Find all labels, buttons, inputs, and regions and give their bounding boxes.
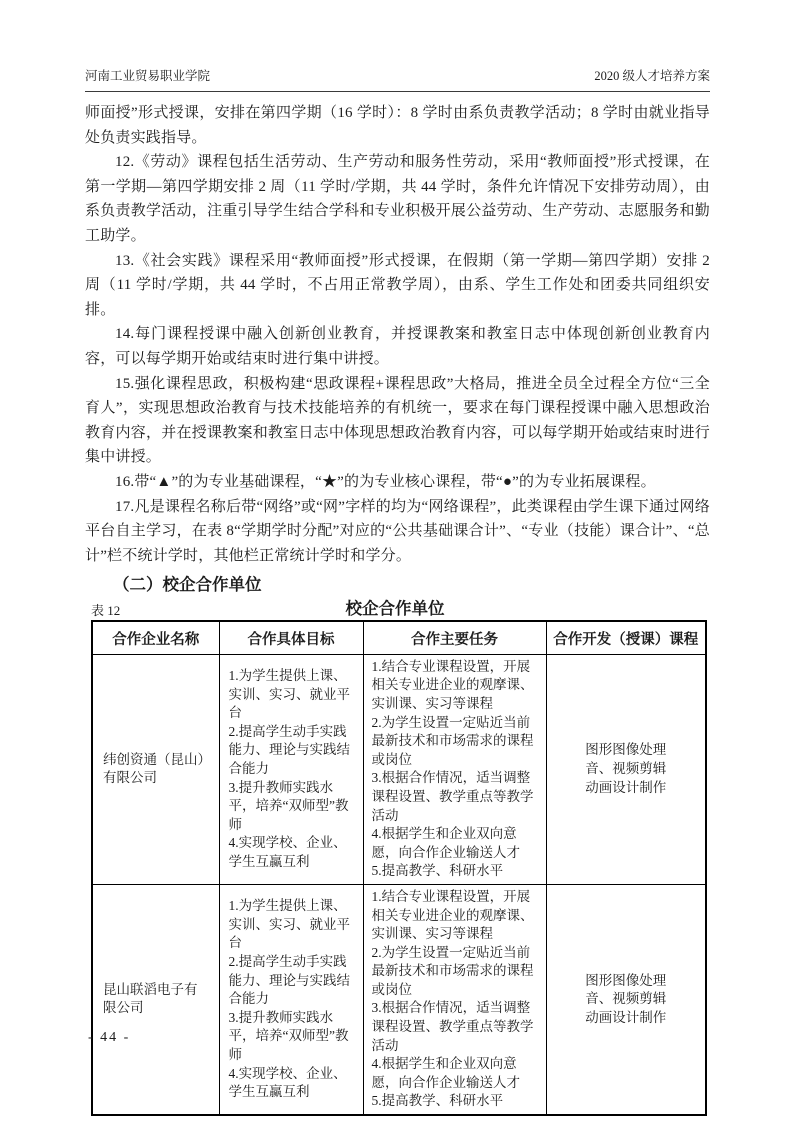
task-item: 5.提高教学、科研水平 <box>371 1093 504 1109</box>
paragraph-item-17: 17.凡是课程名称后带“网络”或“网”字样的均为“网络课程”，此类课程由学生课下通过网络平台自主学习，在表 8“学期学时分配”对应的“公共基础课合计”、“专业（技能）课合计”、“总计”栏不统计学时，其他栏正常统计学时和学分。 <box>85 498 710 564</box>
column-header-company: 合作企业名称 <box>92 621 219 654</box>
paragraph-item-12: 12.《劳动》课程包括生活劳动、生产劳动和服务性劳动，采用“教师面授”形式授课，在第一学期—第四学期安排 2 周（11 学时/学期，共 44 学时，条件允许情况下安排劳动周），由系负责教学活动，注重引导学生结合学科和专业积极开展公益劳动、生产劳动、志愿服务和勤工助学。 <box>85 154 710 244</box>
task-item: 4.根据学生和企业双向意愿，向合作企业输送人才 <box>371 1056 520 1090</box>
goal-item: 2.提高学生动手实践能力、理论与实践结合能力 <box>228 723 350 777</box>
goal-item: 3.提升教师实践水平，培养“双师型”教师 <box>228 1009 349 1062</box>
paragraph-item-15: 15.强化课程思政，积极构建“思政课程+课程思政”大格局，推进全员全过程全方位“三全育人”，实现思想政治教育与技术技能培养的有机统一，要求在每门课程授课中融入思想政治教育内容，并在授课教案和教室日志中体现思想政治教育内容，可以每学期开始或结束时进行集中讲授。 <box>85 375 710 466</box>
task-item: 5.提高教学、科研水平 <box>371 863 504 879</box>
courses-cell <box>546 884 706 1115</box>
tasks-cell <box>363 884 546 1115</box>
tasks-cell <box>363 654 546 884</box>
task-item: 3.根据合作情况，适当调整课程设置、教学重点等教学活动 <box>371 1000 534 1053</box>
table-row <box>92 884 706 1115</box>
cooperation-table <box>91 620 707 1116</box>
course-line: 动画设计制作 <box>585 1009 667 1025</box>
goal-item: 3.提升教师实践水平，培养“双师型”教师 <box>228 779 349 832</box>
goal-item: 1.为学生提供上课、实训、实习、就业平台 <box>228 898 350 951</box>
task-item: 2.为学生设置一定贴近当前最新技术和市场需求的课程或岗位 <box>371 714 534 767</box>
header-doc-name: 2020 级人才培养方案 <box>594 69 710 83</box>
table-label: 表 12 <box>91 603 121 619</box>
goal-item: 1.为学生提供上课、实训、实习、就业平台 <box>228 668 350 721</box>
table-caption <box>85 598 705 620</box>
paragraph-continuation: 师面授”形式授课，安排在第四学期（16 学时）：8 学时由系负责教学活动；8 学时由就业指导处负责实践指导。 <box>85 105 710 146</box>
task-item: 1.结合专业课程设置，开展相关专业进企业的观摩课、实训课、实习等课程 <box>371 888 534 942</box>
goal-item: 4.实现学校、企业、学生互赢互利 <box>228 835 347 870</box>
column-header-tasks: 合作主要任务 <box>363 621 546 654</box>
page-header <box>85 68 710 92</box>
courses-cell <box>546 654 706 884</box>
column-header-goals: 合作具体目标 <box>219 621 363 654</box>
course-line: 图形图像处理 <box>585 972 667 988</box>
table-header-row <box>92 621 706 654</box>
company-name-cell: 昆山联滔电子有限公司 <box>92 884 219 1115</box>
course-line: 图形图像处理 <box>585 742 667 758</box>
goals-cell <box>219 654 363 884</box>
document-content <box>85 101 710 1116</box>
goals-cell <box>219 884 363 1115</box>
paragraph-item-14: 14.每门课程授课中融入创新创业教育，并授课教案和教室日志中体现创新创业教育内容，可以每学期开始或结束时进行集中讲授。 <box>85 326 710 367</box>
header-school-name: 河南工业贸易职业学院 <box>85 69 211 83</box>
table-row <box>92 654 706 884</box>
page-number: - 44 - <box>88 1030 131 1045</box>
task-item: 3.根据合作情况，适当调整课程设置、教学重点等教学活动 <box>371 770 534 823</box>
course-line: 动画设计制作 <box>585 779 667 795</box>
course-line: 音、视频剪辑 <box>585 761 667 777</box>
column-header-courses: 合作开发（授课）课程 <box>546 621 706 654</box>
goal-item: 2.提高学生动手实践能力、理论与实践结合能力 <box>228 953 350 1007</box>
course-line: 音、视频剪辑 <box>585 991 667 1007</box>
company-name-cell: 纬创资通（昆山）有限公司 <box>92 654 219 884</box>
paragraph-item-13: 13.《社会实践》课程采用“教师面授”形式授课，在假期（第一学期—第四学期）安排 2 周（11 学时/学期，共 44 学时，不占用正常教学周），由系、学生工作处和团委共同组织安排。 <box>85 252 710 318</box>
section-heading: （二）校企合作单位 <box>113 575 262 595</box>
task-item: 1.结合专业课程设置，开展相关专业进企业的观摩课、实训课、实习等课程 <box>371 658 534 711</box>
paragraph-item-16: 16.带“▲”的为专业基础课程，“★”的为专业核心课程，带“●”的为专业拓展课程。 <box>115 473 656 490</box>
goal-item: 4.实现学校、企业、学生互赢互利 <box>228 1065 347 1100</box>
task-item: 4.根据学生和企业双向意愿，向合作企业输送人才 <box>371 826 520 860</box>
task-item: 2.为学生设置一定贴近当前最新技术和市场需求的课程或岗位 <box>371 944 534 997</box>
table-title: 校企合作单位 <box>345 599 445 619</box>
